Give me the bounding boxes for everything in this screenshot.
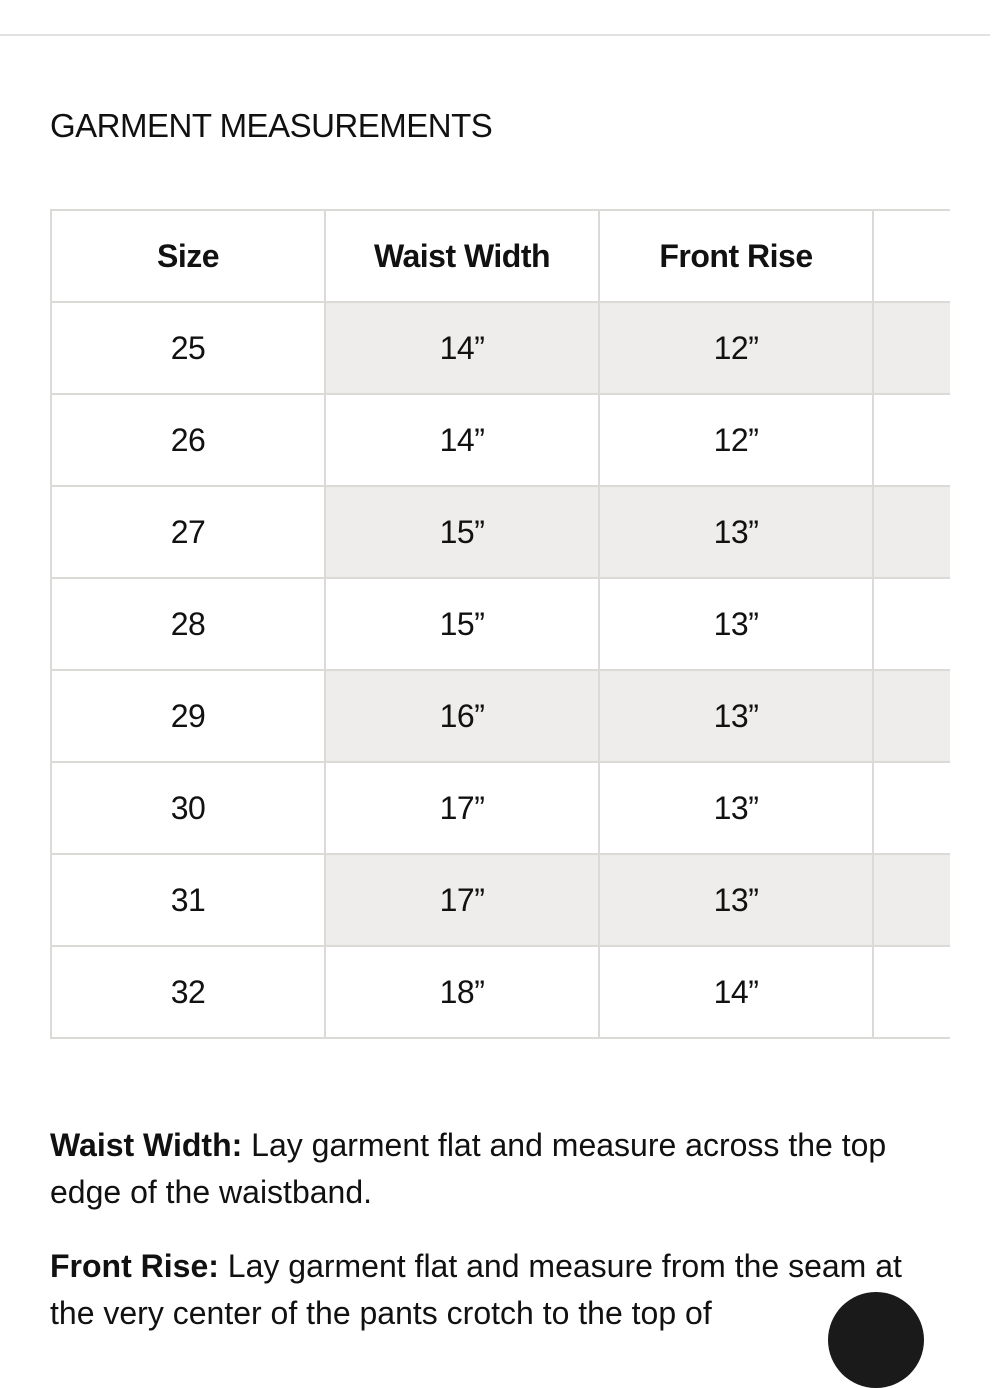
waist-width-cell: 18” xyxy=(325,946,599,1038)
table-header-row xyxy=(51,210,950,302)
column-header-waist-width: Waist Width xyxy=(325,210,599,302)
top-divider xyxy=(0,34,990,36)
front-rise-cell: 13” xyxy=(599,670,873,762)
waist-width-cell: 16” xyxy=(325,670,599,762)
column-header-size: Size xyxy=(51,210,325,302)
front-rise-cell: 12” xyxy=(599,394,873,486)
front-rise-text: Lay garment flat and measure from the seam at the very center of the pants crotch to the top of xyxy=(50,1248,902,1331)
table-row xyxy=(51,854,950,946)
front-rise-cell: 13” xyxy=(599,854,873,946)
table-row xyxy=(51,946,950,1038)
size-cell: 25 xyxy=(51,302,325,394)
column-header-front-rise: Front Rise xyxy=(599,210,873,302)
extra-cell xyxy=(873,302,950,394)
size-table xyxy=(50,209,950,1039)
extra-cell xyxy=(873,854,950,946)
table-row xyxy=(51,394,950,486)
table-row xyxy=(51,578,950,670)
size-cell: 31 xyxy=(51,854,325,946)
table-row xyxy=(51,670,950,762)
table-row xyxy=(51,486,950,578)
front-rise-cell: 13” xyxy=(599,578,873,670)
size-table-viewport[interactable] xyxy=(50,209,950,1051)
table-row xyxy=(51,302,950,394)
waist-width-text: Lay garment flat and measure across the top edge of the waistband. xyxy=(50,1127,887,1210)
front-rise-cell: 14” xyxy=(599,946,873,1038)
front-rise-cell: 13” xyxy=(599,486,873,578)
waist-width-cell: 17” xyxy=(325,854,599,946)
extra-cell xyxy=(873,670,950,762)
front-rise-description xyxy=(50,1243,950,1337)
table-row xyxy=(51,762,950,854)
waist-width-cell: 14” xyxy=(325,394,599,486)
size-cell: 26 xyxy=(51,394,325,486)
waist-width-description xyxy=(50,1122,950,1216)
waist-width-cell: 17” xyxy=(325,762,599,854)
front-rise-term: Front Rise: xyxy=(50,1248,219,1284)
waist-width-term: Waist Width: xyxy=(50,1127,243,1163)
extra-cell xyxy=(873,394,950,486)
extra-cell xyxy=(873,946,950,1038)
size-cell: 30 xyxy=(51,762,325,854)
size-cell: 27 xyxy=(51,486,325,578)
waist-width-cell: 15” xyxy=(325,486,599,578)
waist-width-cell: 15” xyxy=(325,578,599,670)
size-cell: 29 xyxy=(51,670,325,762)
front-rise-cell: 12” xyxy=(599,302,873,394)
chat-bubble-icon[interactable] xyxy=(828,1292,924,1388)
waist-width-cell: 14” xyxy=(325,302,599,394)
column-header-extra xyxy=(873,210,950,302)
extra-cell xyxy=(873,578,950,670)
section-title: GARMENT MEASUREMENTS xyxy=(50,107,493,144)
front-rise-cell: 13” xyxy=(599,762,873,854)
extra-cell xyxy=(873,486,950,578)
extra-cell xyxy=(873,762,950,854)
size-cell: 28 xyxy=(51,578,325,670)
size-cell: 32 xyxy=(51,946,325,1038)
